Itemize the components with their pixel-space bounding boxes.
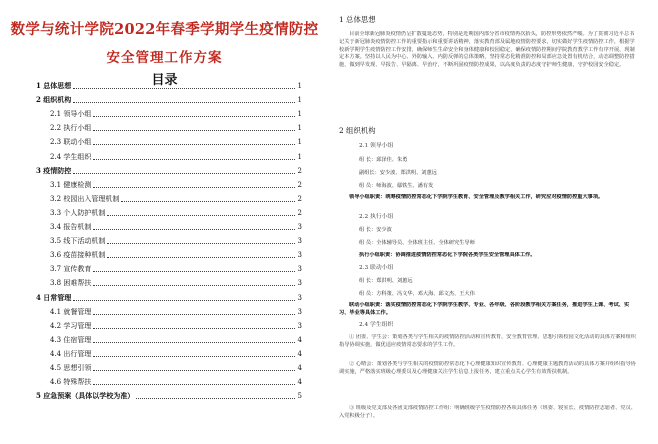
toc-entry[interactable] (36, 362, 302, 374)
s24-paragraph: ② 心晴会：策划各类与学生相关的疫情防控常态化下心理健康知识宣传教育、心理健康主题教育活动的具体方案并组织指导协调实施，严格落实班级心理委员及心理健康关注学生信息上报任务，建立重点关心学生有效帮扶机制。 (339, 361, 636, 375)
section-2-4-heading: 2.4 学生组织 (359, 322, 394, 328)
s21-duty: 领导小组职责：统筹疫情防控常态化下学院学生教育、安全管理及教学相关工作，研究应对疫情防控重大事项。 (349, 194, 604, 200)
toc-leader-dots (107, 243, 294, 244)
toc-entry[interactable] (36, 193, 302, 205)
toc-entry[interactable] (36, 292, 302, 304)
toc-entry-page: 2 (297, 194, 302, 203)
toc-leader-dots (93, 271, 294, 272)
toc-entry[interactable] (36, 306, 302, 318)
toc-entry-label: 1 总体思想 (36, 81, 72, 90)
toc-entry-label: 3.1 健康检测 (50, 180, 92, 189)
toc-leader-dots (73, 300, 294, 301)
toc-entry-label: 3.5 线下活动机制 (50, 237, 106, 246)
section-2-1-heading: 2.1 领导小组 (359, 143, 394, 149)
toc-leader-dots (73, 173, 294, 174)
section-2-3-heading: 2.3 联动小组 (359, 265, 394, 271)
section-2-2-heading: 2.2 执行小组 (359, 214, 394, 220)
toc-entry-page: 3 (297, 279, 302, 288)
s24-paragraph: ① 团委、学生会：策划各类与学生相关的疫情防控活动和宣传教育，安全教育管理、思想引领校园文化活动的具体方案和组织指导协调实施，做优适应疫情常态要求的学生工作。 (339, 334, 636, 348)
toc-leader-dots (136, 398, 294, 399)
toc-entry-label: 3.6 疫苗接种机制 (50, 251, 106, 260)
toc-entry[interactable] (36, 390, 302, 402)
toc-entry[interactable] (36, 263, 302, 275)
toc-leader-dots (93, 130, 294, 131)
toc-entry-page: 4 (297, 335, 302, 344)
toc-entry-label: 3 疫情防控 (36, 165, 72, 175)
toc-entry[interactable] (36, 235, 302, 247)
toc-leader-dots (93, 314, 294, 315)
toc-entry-label: 4.2 学习管理 (50, 321, 92, 330)
toc-entry-page: 1 (297, 152, 302, 161)
toc-entry-page: 3 (297, 251, 302, 260)
toc-entry-label: 2.4 学生组织 (50, 152, 92, 161)
toc-leader-dots (73, 102, 294, 103)
s23-duty: 联动小组职责：落实疫情防控常态化下学院学生教学、专业、各年级、各阶段教学相关方案任务，推进学生上课、考试、实习、毕业等具体工作。 (339, 302, 630, 316)
right-page (329, 0, 658, 444)
toc-entry-label: 4 日常管理 (36, 292, 72, 302)
section-1-paragraph: 目前全球新冠肺炎疫情仍呈扩散蔓延态势，特别是近期国内部分省市疫情再次抬头，防控形势依然严峻。为了贯彻习近平总书记关于新冠肺炎疫情防控工作的重要指示和重要讲话精神，落实教育部及属地疫情防控要求，切实做好学生疫情防控工作，根据学校新学期学生疫情防控工作安排，确保师生生命安全和身体健康和校园稳定，确保疫情防控期间学院教育教学工作有序开展，现制定本方案。坚持以人民为中心、外防输入、内防反弹的总体策略，坚持常态化精准防控和局部应急处置有机结合，动态调整防控措施，做到早发现、早报告、早隔离、早治疗，不断巩固疫情防控成果，以高度负责的态度守护师生健康，守护校园安全稳定。 (339, 31, 635, 69)
toc-entry[interactable] (36, 334, 302, 346)
toc-entry-label: 3.8 困难帮扶 (50, 279, 92, 288)
s21-line: 副组长：安少波、郑洪明、刘蕙远 (359, 170, 437, 176)
toc-entry[interactable] (36, 348, 302, 360)
toc-heading: 目录 (151, 73, 178, 88)
toc-leader-dots (93, 144, 294, 145)
toc-entry[interactable] (36, 94, 302, 106)
toc-entry[interactable] (36, 136, 302, 148)
toc-entry-page: 1 (297, 82, 302, 90)
toc-entry-page: 4 (297, 364, 302, 372)
toc-entry[interactable] (36, 207, 302, 219)
s23-line: 组 员：方科策、冯文华、邓大海、邱文杰、王大伟 (359, 291, 475, 297)
toc-leader-dots (93, 342, 294, 343)
toc-entry-label: 2 组织机构 (36, 95, 72, 105)
toc-leader-dots (93, 187, 294, 188)
toc-entry-label: 4.1 就餐管理 (50, 307, 92, 316)
toc-entry[interactable] (36, 108, 302, 120)
toc-entry-page: 1 (297, 138, 302, 147)
toc-entry[interactable] (36, 165, 302, 177)
toc-entry-label: 5 应急预案（具体以学校为准） (36, 391, 135, 401)
section-1-heading: 1 总体思想 (339, 15, 376, 24)
toc-leader-dots (93, 116, 294, 117)
toc-entry-page: 3 (297, 321, 302, 330)
toc-entry[interactable] (36, 80, 302, 92)
toc-entry-page: 1 (297, 110, 302, 119)
toc-entry-page: 3 (297, 237, 302, 246)
toc-entry-page: 1 (297, 124, 302, 133)
toc-entry-label: 3.4 报告机制 (50, 223, 92, 231)
toc-leader-dots (121, 201, 294, 202)
toc-leader-dots (93, 159, 294, 160)
s22-line: 组 长：安少波 (359, 227, 392, 233)
toc-entry-label: 3.3 个人防护机制 (50, 208, 106, 217)
toc-entry[interactable] (36, 179, 302, 191)
toc-entry-page: 2 (297, 180, 302, 189)
toc-entry-page: 2 (297, 166, 302, 175)
toc-leader-dots (93, 229, 294, 230)
s22-line: 组 员：全体辅导员、全体班主任、全体研究生导师 (359, 240, 475, 246)
toc-leader-dots (73, 88, 294, 89)
toc-entry-label: 4.6 特殊帮扶 (50, 378, 92, 387)
toc-leader-dots (93, 370, 294, 371)
toc-entry-page: 4 (297, 378, 302, 387)
toc-entry-page: 3 (297, 265, 302, 274)
toc-entry[interactable] (36, 376, 302, 388)
toc-leader-dots (107, 257, 294, 258)
toc-leader-dots (93, 384, 294, 385)
toc-entry-page: 5 (297, 392, 302, 401)
s23-line: 组 长：郑洪明、刘蕙远 (359, 278, 413, 284)
document-title: 数学与统计学院2022年春季学期学生疫情防控 (10, 21, 319, 38)
toc-leader-dots (93, 356, 294, 357)
toc-entry[interactable] (36, 221, 302, 233)
toc-entry[interactable] (36, 122, 302, 134)
toc-entry[interactable] (36, 277, 302, 289)
s21-line: 组 员：师海波、鄢铁生、潘有发 (359, 183, 434, 189)
s21-line: 组 长：邱泽佳、朱勇 (359, 157, 408, 163)
s24-paragraph: ③ 班级及党支部及各团支部疫情防控工作组：明确班级学生疫情防控各项具体任务（班委、寝室长、疫情防控志愿者、党员、入党积极分子）。 (339, 405, 636, 419)
toc-entry-page: 3 (297, 307, 302, 316)
toc-entry-page: 4 (297, 349, 302, 358)
section-2-heading: 2 组织机构 (339, 126, 376, 135)
document-subtitle: 安全管理工作方案 (106, 50, 223, 66)
toc-entry-label: 2.2 执行小组 (50, 124, 92, 133)
toc-entry-label: 4.4 出行管理 (50, 349, 92, 358)
toc-entry-label: 4.5 思想引领 (50, 364, 92, 372)
toc-leader-dots (93, 285, 294, 286)
toc-entry-label: 3.2 校园出入管理机制 (50, 194, 120, 203)
toc-entry-page: 3 (297, 223, 302, 231)
toc-leader-dots (107, 215, 294, 216)
toc-leader-dots (93, 328, 294, 329)
toc-entry-label: 4.3 住宿管理 (50, 335, 92, 344)
toc-entry[interactable] (36, 151, 302, 163)
toc-entry-label: 2.3 联动小组 (50, 138, 92, 147)
toc-entry[interactable] (36, 249, 302, 261)
toc-entry-page: 3 (297, 293, 302, 302)
s22-duty: 执行小组职责：协调推进疫情防控常态化下学院各类学生安全管理具体工作。 (359, 252, 536, 258)
toc-entry-page: 1 (297, 96, 302, 105)
toc-entry-label: 2.1 领导小组 (50, 110, 92, 119)
toc-entry[interactable] (36, 320, 302, 332)
toc-entry-page: 2 (297, 208, 302, 217)
toc-entry-label: 3.7 宣传教育 (50, 265, 92, 274)
